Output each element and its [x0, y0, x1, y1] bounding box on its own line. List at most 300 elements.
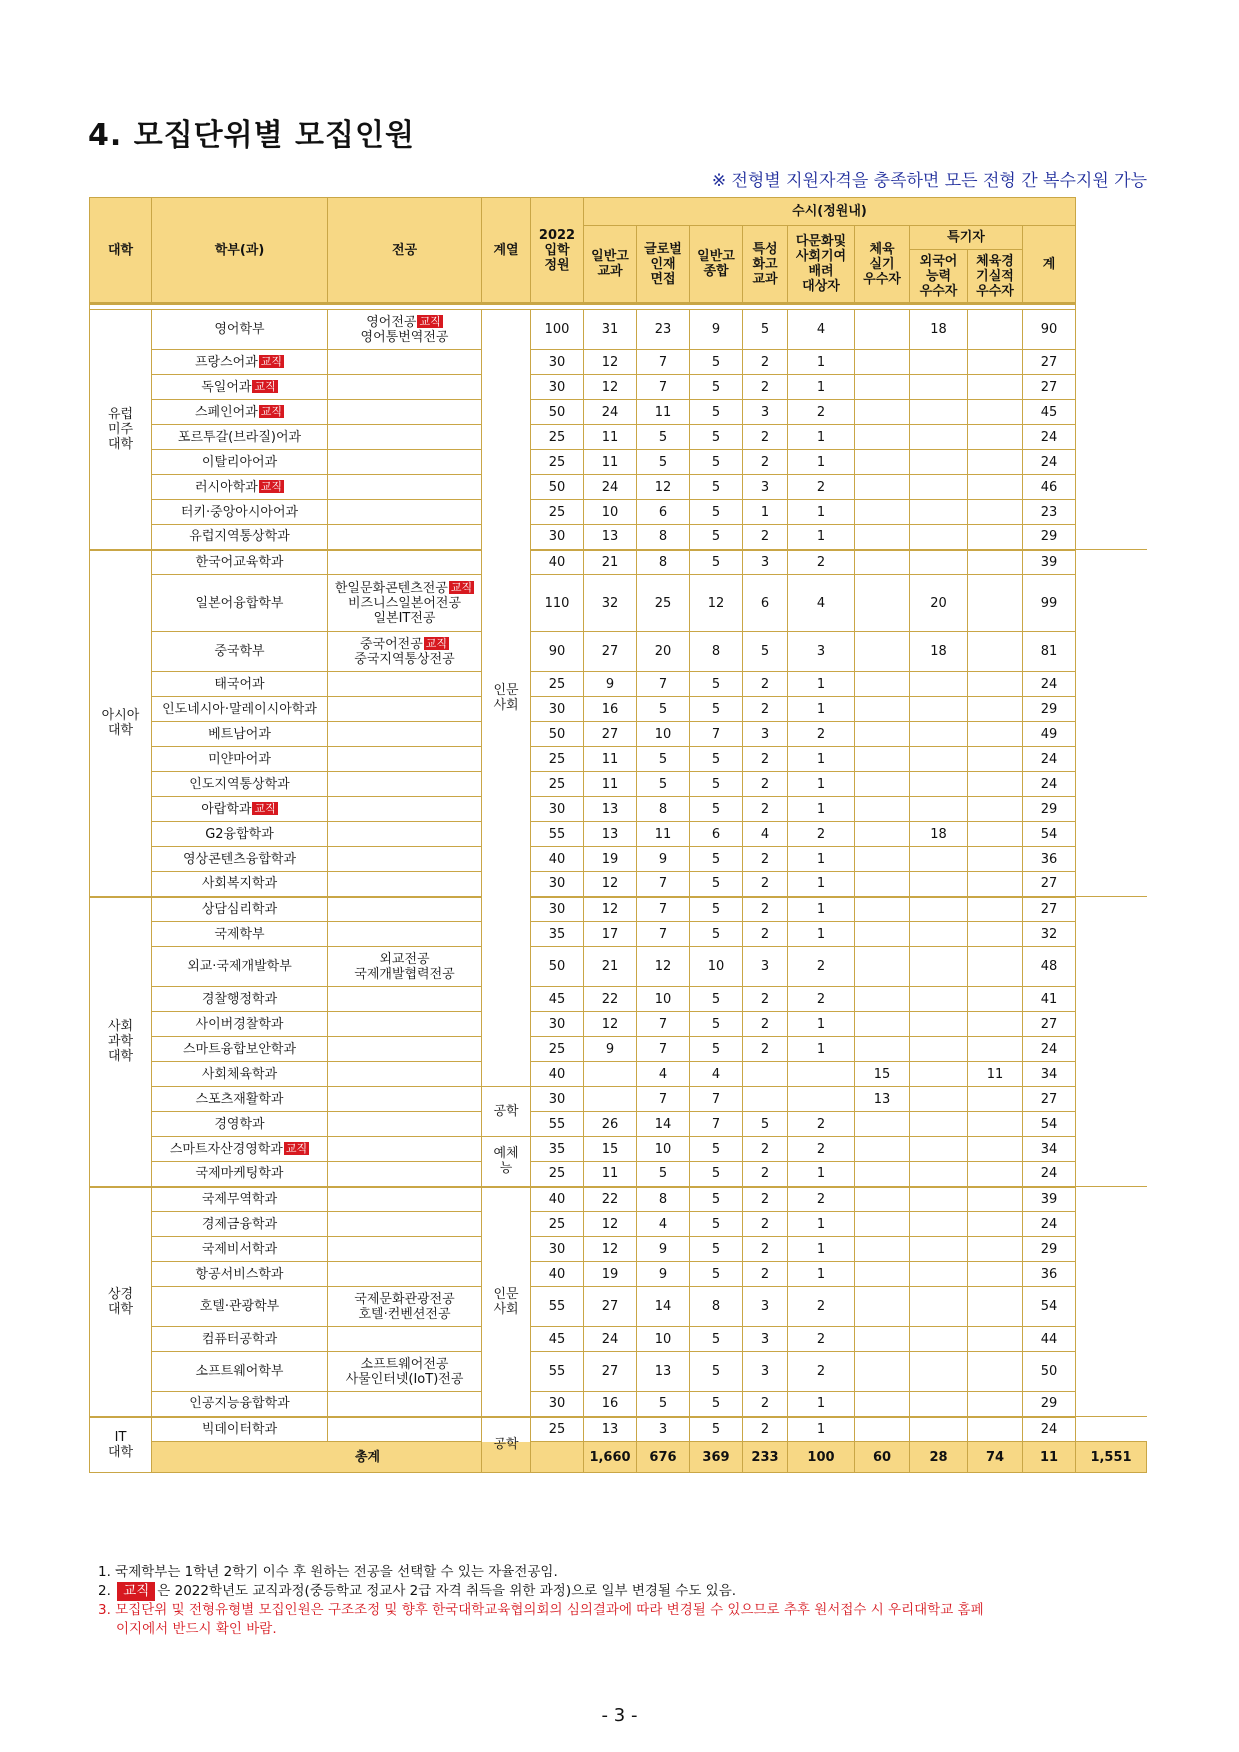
- table-row: [90, 872, 1147, 897]
- dept-label: 이탈리아어과: [201, 454, 278, 470]
- dept-name: [152, 847, 328, 872]
- value-cell: 12: [637, 475, 690, 500]
- table-row: [90, 450, 1147, 475]
- table-row: [90, 1012, 1147, 1037]
- major-name: 사물인터넷(IoT)전공: [345, 1371, 464, 1387]
- total-value: 60: [855, 1442, 910, 1473]
- dept-name: [152, 1237, 328, 1262]
- table-row: [90, 350, 1147, 375]
- value-cell: [910, 500, 968, 525]
- major-name: 외교전공: [379, 951, 430, 967]
- value-cell: [855, 400, 910, 425]
- dept-name: [152, 1062, 328, 1087]
- value-cell: [968, 425, 1023, 450]
- value-cell: 2: [788, 822, 855, 847]
- value-cell: 5: [637, 1392, 690, 1417]
- value-cell: 17: [584, 922, 637, 947]
- value-cell: 1: [788, 425, 855, 450]
- value-cell: [910, 450, 968, 475]
- value-cell: 22: [584, 987, 637, 1012]
- dept-label: 영상콘텐츠융합학과: [182, 851, 297, 867]
- admission-quota-table: [89, 197, 1147, 1473]
- value-cell: 13: [584, 525, 637, 550]
- value-cell: 50: [531, 947, 584, 987]
- value-cell: 5: [690, 475, 743, 500]
- value-cell: [968, 987, 1023, 1012]
- value-cell: [910, 987, 968, 1012]
- teaching-badge: 교직: [260, 354, 283, 368]
- value-cell: 4: [788, 575, 855, 632]
- table-row: [90, 1417, 1147, 1442]
- value-cell: 8: [637, 797, 690, 822]
- value-cell: 9: [584, 672, 637, 697]
- value-cell: [910, 772, 968, 797]
- value-cell: [855, 1287, 910, 1327]
- value-cell: 24: [584, 475, 637, 500]
- dept-label: 일본어융합학부: [195, 595, 284, 611]
- teaching-badge: 교직: [254, 379, 276, 393]
- dept-label: 항공서비스학과: [195, 1266, 284, 1282]
- table-row: [90, 1137, 1147, 1162]
- value-cell: 3: [743, 1352, 788, 1392]
- value-cell: 46: [1023, 475, 1076, 500]
- value-cell: 30: [531, 797, 584, 822]
- value-cell: [855, 475, 910, 500]
- value-cell: 27: [1023, 1087, 1076, 1112]
- value-cell: 23: [1023, 500, 1076, 525]
- value-cell: 1: [788, 872, 855, 897]
- value-cell: 5: [690, 1392, 743, 1417]
- value-cell: 29: [1023, 1392, 1076, 1417]
- value-cell: 12: [637, 947, 690, 987]
- value-cell: 7: [690, 1112, 743, 1137]
- value-cell: [910, 1137, 968, 1162]
- value-cell: 5: [690, 747, 743, 772]
- value-cell: 1: [788, 1392, 855, 1417]
- value-cell: 5: [690, 1162, 743, 1187]
- table-row: [90, 525, 1147, 550]
- value-cell: 5: [743, 310, 788, 350]
- major-line: [328, 1292, 481, 1307]
- major-cell: [328, 632, 482, 672]
- total-value: 676: [637, 1442, 690, 1473]
- value-cell: 3: [743, 1287, 788, 1327]
- value-cell: [968, 475, 1023, 500]
- value-cell: 5: [637, 450, 690, 475]
- major-cell: [328, 772, 482, 797]
- dept-name: [152, 350, 328, 375]
- dept-label: 러시아학과: [194, 479, 258, 495]
- value-cell: [968, 722, 1023, 747]
- table-row: [90, 500, 1147, 525]
- value-cell: [788, 1062, 855, 1087]
- total-value: 28: [910, 1442, 968, 1473]
- value-cell: [855, 632, 910, 672]
- value-cell: 2: [743, 1187, 788, 1212]
- value-cell: 30: [531, 525, 584, 550]
- dept-label: 프랑스어과: [194, 354, 258, 370]
- value-cell: [910, 947, 968, 987]
- value-cell: 2: [743, 375, 788, 400]
- value-cell: [743, 1062, 788, 1087]
- value-cell: 5: [637, 697, 690, 722]
- series-name: 공학: [482, 1087, 531, 1137]
- value-cell: 5: [637, 1162, 690, 1187]
- value-cell: 1: [788, 1262, 855, 1287]
- value-cell: [855, 1392, 910, 1417]
- table-row: [90, 672, 1147, 697]
- value-cell: 5: [690, 987, 743, 1012]
- major-cell: [328, 947, 482, 987]
- value-cell: 2: [788, 475, 855, 500]
- value-cell: 7: [637, 922, 690, 947]
- major-cell: [328, 987, 482, 1012]
- value-cell: 7: [637, 672, 690, 697]
- header-dept: 학부(과): [152, 198, 328, 304]
- major-cell: [328, 872, 482, 897]
- value-cell: 34: [1023, 1062, 1076, 1087]
- value-cell: [855, 1137, 910, 1162]
- value-cell: [968, 1137, 1023, 1162]
- footnote-3-line2: 이지에서 반드시 확인 바람.: [116, 1621, 277, 1637]
- table-row: [90, 847, 1147, 872]
- series-name: 인문 사회: [482, 310, 531, 1087]
- header-major: 전공: [328, 198, 482, 304]
- value-cell: 2: [743, 747, 788, 772]
- value-cell: [968, 1352, 1023, 1392]
- value-cell: 5: [690, 1327, 743, 1352]
- value-cell: 5: [690, 847, 743, 872]
- value-cell: 30: [531, 872, 584, 897]
- table-row: [90, 1087, 1147, 1112]
- value-cell: 36: [1023, 847, 1076, 872]
- major-cell: [328, 350, 482, 375]
- major-cell: [328, 450, 482, 475]
- teaching-badge: 교직: [450, 580, 473, 594]
- value-cell: 1: [788, 897, 855, 922]
- value-cell: 2: [788, 1287, 855, 1327]
- value-cell: [855, 772, 910, 797]
- dept-label: 스마트자산경영학과: [169, 1141, 283, 1157]
- value-cell: 13: [584, 822, 637, 847]
- dept-name: [152, 672, 328, 697]
- dept-name: [152, 1352, 328, 1392]
- major-cell: [328, 1162, 482, 1187]
- value-cell: [855, 1262, 910, 1287]
- value-cell: 5: [690, 500, 743, 525]
- dept-name: [152, 1162, 328, 1187]
- value-cell: 5: [690, 1237, 743, 1262]
- value-cell: [968, 400, 1023, 425]
- value-cell: [968, 922, 1023, 947]
- table-row: [90, 987, 1147, 1012]
- value-cell: 12: [584, 897, 637, 922]
- value-cell: 41: [1023, 987, 1076, 1012]
- major-cell: [328, 310, 482, 350]
- major-name: 국제문화관광전공: [354, 1291, 455, 1307]
- value-cell: 1: [788, 747, 855, 772]
- value-cell: [910, 1062, 968, 1087]
- value-cell: 1: [788, 500, 855, 525]
- value-cell: 90: [531, 632, 584, 672]
- major-name: 소프트웨어전공: [360, 1356, 449, 1372]
- value-cell: [910, 922, 968, 947]
- value-cell: 25: [637, 575, 690, 632]
- value-cell: 1: [743, 500, 788, 525]
- value-cell: [968, 1237, 1023, 1262]
- series-name: 예체 능: [482, 1137, 531, 1187]
- value-cell: 9: [690, 310, 743, 350]
- value-cell: 11: [584, 747, 637, 772]
- value-cell: [968, 1392, 1023, 1417]
- value-cell: 6: [690, 822, 743, 847]
- value-cell: [584, 1062, 637, 1087]
- value-cell: 24: [1023, 450, 1076, 475]
- value-cell: 4: [743, 822, 788, 847]
- value-cell: 9: [637, 1237, 690, 1262]
- major-name: 일본IT전공: [373, 610, 436, 626]
- dept-name: [152, 1087, 328, 1112]
- value-cell: 5: [690, 922, 743, 947]
- value-cell: 2: [743, 1137, 788, 1162]
- value-cell: 10: [637, 1137, 690, 1162]
- value-cell: 25: [531, 772, 584, 797]
- value-cell: 9: [637, 1262, 690, 1287]
- value-cell: 1: [788, 375, 855, 400]
- value-cell: 2: [788, 550, 855, 575]
- value-cell: [855, 500, 910, 525]
- value-cell: 29: [1023, 1237, 1076, 1262]
- value-cell: 2: [743, 897, 788, 922]
- table-row: [90, 797, 1147, 822]
- value-cell: 2: [788, 1187, 855, 1212]
- dept-name: [152, 747, 328, 772]
- value-cell: 11: [637, 400, 690, 425]
- dept-label: 스포츠재활학과: [195, 1091, 284, 1107]
- value-cell: 5: [690, 697, 743, 722]
- major-cell: [328, 1327, 482, 1352]
- value-cell: 24: [1023, 425, 1076, 450]
- value-cell: 11: [584, 450, 637, 475]
- value-cell: 50: [531, 475, 584, 500]
- value-cell: [855, 1112, 910, 1137]
- value-cell: 1: [788, 350, 855, 375]
- value-cell: 11: [968, 1062, 1023, 1087]
- major-line: [328, 967, 481, 982]
- value-cell: [743, 1087, 788, 1112]
- value-cell: 100: [531, 310, 584, 350]
- value-cell: 5: [743, 632, 788, 672]
- value-cell: 8: [637, 550, 690, 575]
- major-cell: [328, 1187, 482, 1212]
- dept-name: [152, 525, 328, 550]
- value-cell: [910, 797, 968, 822]
- footnote-3: [98, 1601, 1148, 1639]
- value-cell: [910, 400, 968, 425]
- value-cell: [968, 1012, 1023, 1037]
- value-cell: 12: [584, 1212, 637, 1237]
- value-cell: [855, 797, 910, 822]
- value-cell: 13: [584, 1417, 637, 1442]
- value-cell: 15: [855, 1062, 910, 1087]
- value-cell: 14: [637, 1112, 690, 1137]
- value-cell: [855, 310, 910, 350]
- value-cell: 2: [743, 772, 788, 797]
- table-row: [90, 425, 1147, 450]
- value-cell: 5: [690, 1037, 743, 1062]
- major-cell: [328, 1112, 482, 1137]
- value-cell: 3: [743, 475, 788, 500]
- value-cell: 55: [531, 1287, 584, 1327]
- value-cell: [855, 425, 910, 450]
- value-cell: 10: [584, 500, 637, 525]
- value-cell: 4: [637, 1212, 690, 1237]
- value-cell: 25: [531, 672, 584, 697]
- value-cell: 27: [1023, 1012, 1076, 1037]
- value-cell: 110: [531, 575, 584, 632]
- teaching-badge: 교직: [254, 801, 276, 815]
- value-cell: [968, 847, 1023, 872]
- value-cell: 1: [788, 797, 855, 822]
- value-cell: 5: [690, 550, 743, 575]
- value-cell: 8: [690, 632, 743, 672]
- dept-name: [152, 797, 328, 822]
- value-cell: [855, 350, 910, 375]
- value-cell: [910, 1287, 968, 1327]
- value-cell: 2: [788, 400, 855, 425]
- major-cell: [328, 1352, 482, 1392]
- value-cell: 24: [1023, 1037, 1076, 1062]
- value-cell: [968, 1112, 1023, 1137]
- value-cell: 18: [910, 310, 968, 350]
- value-cell: 55: [531, 1112, 584, 1137]
- value-cell: 50: [531, 722, 584, 747]
- value-cell: [910, 550, 968, 575]
- dept-label: 영어학부: [214, 322, 265, 337]
- table-row: [90, 772, 1147, 797]
- value-cell: 39: [1023, 1187, 1076, 1212]
- value-cell: [855, 1352, 910, 1392]
- college-name: 유럽 미주 대학: [90, 310, 152, 550]
- value-cell: 30: [531, 350, 584, 375]
- table-row: [90, 550, 1147, 575]
- table-row: [90, 697, 1147, 722]
- value-cell: [968, 822, 1023, 847]
- value-cell: 10: [637, 987, 690, 1012]
- value-cell: [910, 872, 968, 897]
- value-cell: 5: [690, 525, 743, 550]
- value-cell: 2: [743, 847, 788, 872]
- value-cell: [910, 747, 968, 772]
- dept-name: [152, 550, 328, 575]
- table-row: [90, 310, 1147, 350]
- value-cell: 21: [584, 550, 637, 575]
- value-cell: 7: [637, 1012, 690, 1037]
- value-cell: 4: [637, 1062, 690, 1087]
- total-value: 11: [1023, 1442, 1076, 1473]
- dept-name: [152, 1187, 328, 1212]
- value-cell: 13: [584, 797, 637, 822]
- value-cell: 5: [743, 1112, 788, 1137]
- major-cell: [328, 1062, 482, 1087]
- major-line: [328, 652, 481, 667]
- value-cell: 7: [637, 872, 690, 897]
- value-cell: [855, 450, 910, 475]
- table-row: [90, 1262, 1147, 1287]
- dept-label: 사회복지학과: [201, 876, 278, 892]
- value-cell: 3: [743, 722, 788, 747]
- value-cell: 5: [690, 1417, 743, 1442]
- major-name: 영어전공: [366, 314, 417, 330]
- value-cell: 18: [910, 632, 968, 672]
- value-cell: [910, 1352, 968, 1392]
- value-cell: 2: [788, 1327, 855, 1352]
- header-c4: 특성 화고 교과: [743, 226, 788, 304]
- value-cell: 24: [1023, 747, 1076, 772]
- value-cell: 34: [1023, 1137, 1076, 1162]
- value-cell: 2: [743, 1237, 788, 1262]
- value-cell: 5: [690, 450, 743, 475]
- dept-name: [152, 575, 328, 632]
- value-cell: 2: [743, 450, 788, 475]
- value-cell: 27: [1023, 897, 1076, 922]
- dept-label: 태국어과: [214, 676, 265, 692]
- major-line: [328, 581, 481, 596]
- value-cell: [910, 375, 968, 400]
- total-value: 233: [743, 1442, 788, 1473]
- major-cell: [328, 797, 482, 822]
- value-cell: 50: [531, 400, 584, 425]
- dept-name: [152, 1392, 328, 1417]
- value-cell: 2: [743, 1212, 788, 1237]
- dept-name: [152, 1012, 328, 1037]
- table-row: [90, 1237, 1147, 1262]
- value-cell: 27: [584, 722, 637, 747]
- dept-name: [152, 947, 328, 987]
- value-cell: 12: [584, 1237, 637, 1262]
- value-cell: 2: [743, 350, 788, 375]
- teaching-badge: 교직: [425, 636, 448, 650]
- value-cell: 10: [690, 947, 743, 987]
- value-cell: 5: [690, 350, 743, 375]
- value-cell: 45: [531, 987, 584, 1012]
- value-cell: 9: [637, 847, 690, 872]
- table-row: [90, 1392, 1147, 1417]
- dept-name: [152, 922, 328, 947]
- value-cell: 5: [690, 1352, 743, 1392]
- value-cell: [855, 1327, 910, 1352]
- total-value: 369: [690, 1442, 743, 1473]
- major-cell: [328, 1392, 482, 1417]
- value-cell: 27: [1023, 375, 1076, 400]
- value-cell: [968, 1187, 1023, 1212]
- major-line: [328, 637, 481, 652]
- value-cell: [910, 897, 968, 922]
- value-cell: 32: [1023, 922, 1076, 947]
- dept-label: 인도네시아·말레이시아학과: [162, 701, 317, 717]
- value-cell: [910, 1037, 968, 1062]
- header-c6: 체육 실기 우수자: [855, 226, 910, 304]
- major-cell: [328, 550, 482, 575]
- dept-label: 소프트웨어학부: [195, 1364, 284, 1379]
- value-cell: 29: [1023, 525, 1076, 550]
- dept-label: 한국어교육학과: [195, 554, 284, 570]
- dept-label: 경찰행정학과: [201, 991, 278, 1007]
- value-cell: 4: [690, 1062, 743, 1087]
- value-cell: [855, 1237, 910, 1262]
- value-cell: [855, 1212, 910, 1237]
- value-cell: 99: [1023, 575, 1076, 632]
